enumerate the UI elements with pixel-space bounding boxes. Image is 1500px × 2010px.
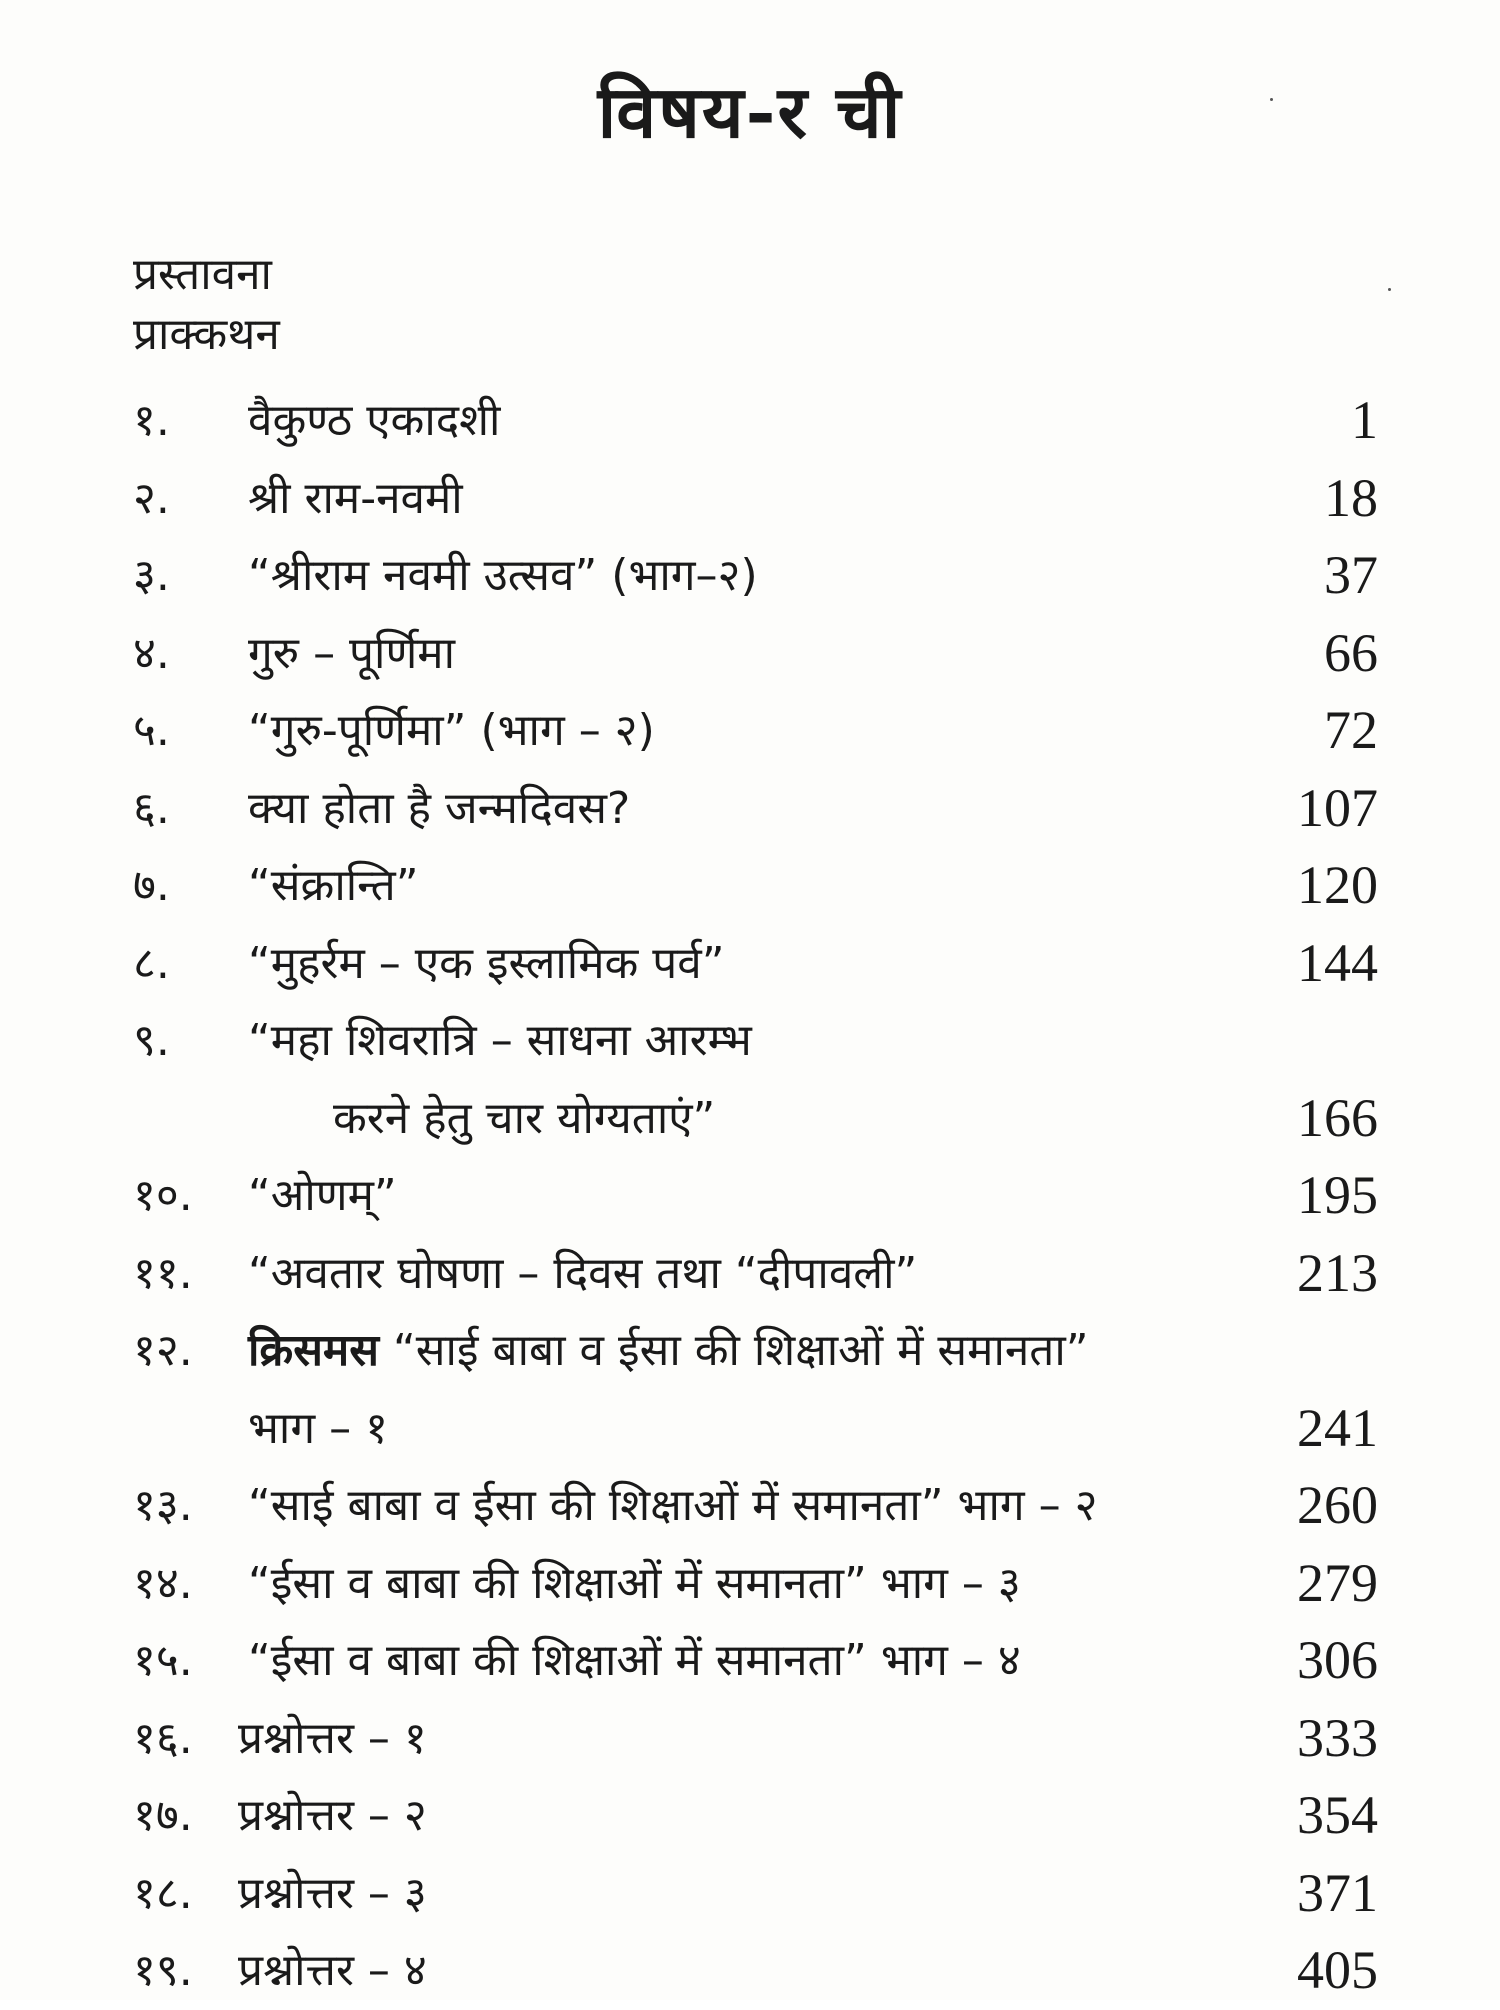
chapter-number: ११.: [133, 1247, 193, 1299]
scan-speck: [1270, 98, 1273, 101]
chapter-number: २.: [133, 472, 170, 524]
toc-row: [0, 1622, 1500, 1700]
chapter-title: प्रश्नोत्तर – १: [238, 1712, 427, 1764]
page-number: 260: [1297, 1475, 1378, 1535]
page-number: 18: [1324, 467, 1378, 528]
toc-row: [0, 460, 1500, 538]
chapter-title: “ईसा व बाबा की शिक्षाओं में समानता” भाग – ३: [248, 1557, 1021, 1609]
table-of-contents: [0, 382, 1500, 2010]
toc-row: [0, 770, 1500, 848]
toc-row: [0, 1002, 1500, 1080]
page-number: 333: [1297, 1707, 1378, 1768]
chapter-title: प्रश्नोत्तर – २: [238, 1790, 427, 1841]
chapter-number: ९.: [133, 1015, 170, 1066]
page-title: विषय-र ची: [597, 69, 903, 154]
chapter-number: ४.: [133, 627, 170, 679]
chapter-title: वैकुण्ठ एकादशी: [248, 395, 501, 446]
chapter-number: १४.: [133, 1557, 193, 1609]
page-number: 354: [1297, 1785, 1378, 1845]
chapter-title: भाग – १: [248, 1402, 388, 1454]
toc-row: [0, 1700, 1500, 1778]
chapter-title: गुरु – पूर्णिमा: [248, 627, 455, 679]
page-number: 195: [1297, 1165, 1378, 1225]
intro-item-foreword: प्राक्कथन: [133, 309, 280, 360]
toc-row: [0, 382, 1500, 460]
toc-row: [0, 925, 1500, 1003]
chapter-number: १९.: [133, 1945, 193, 1996]
page-number: 371: [1297, 1862, 1378, 1923]
chapter-title: “साई बाबा व ईसा की शिक्षाओं में समानता” भाग – २: [248, 1480, 1098, 1531]
chapter-number: १०.: [133, 1170, 193, 1221]
toc-row: [0, 1312, 1500, 1390]
toc-row-continuation: [0, 1390, 1500, 1468]
page-number: 66: [1324, 622, 1378, 683]
chapter-number: १.: [133, 395, 170, 446]
toc-row: [0, 1157, 1500, 1235]
page-number: 120: [1297, 855, 1378, 915]
chapter-title: “मुहर्रम – एक इस्लामिक पर्व”: [248, 937, 725, 989]
page-number: 107: [1297, 777, 1378, 838]
chapter-title: “श्रीराम नवमी उत्सव” (भाग–२): [248, 550, 758, 601]
page-number: 405: [1297, 1940, 1378, 2000]
toc-row: [0, 1932, 1500, 2010]
toc-row: [0, 847, 1500, 925]
chapter-number: १८.: [133, 1867, 193, 1919]
page-number: 241: [1297, 1397, 1378, 1458]
chapter-title: “गुरु-पूर्णिमा” (भाग – २): [248, 705, 655, 756]
page-number: 213: [1297, 1242, 1378, 1303]
chapter-title-bold: क्रिसमस: [248, 1325, 379, 1376]
toc-row: [0, 692, 1500, 770]
chapter-title: “महा शिवरात्रि – साधना आरम्भ: [248, 1015, 752, 1066]
toc-row: [0, 1777, 1500, 1855]
chapter-title: “अवतार घोषणा – दिवस तथा “दीपावली”: [248, 1247, 918, 1299]
chapter-title: क्या होता है जन्मदिवस?: [248, 782, 631, 834]
chapter-number: १३.: [133, 1480, 193, 1531]
page-number: 144: [1297, 932, 1378, 993]
toc-row-continuation: [0, 1080, 1500, 1158]
page-number: 37: [1324, 545, 1378, 605]
chapter-title: श्री राम-नवमी: [248, 472, 463, 524]
chapter-number: १५.: [133, 1635, 193, 1686]
chapter-title: “ओणम्”: [248, 1170, 397, 1221]
chapter-number: ५.: [133, 705, 170, 756]
chapter-number: ७.: [133, 860, 170, 911]
chapter-title: प्रश्नोत्तर – ३: [238, 1867, 427, 1919]
page-number: 166: [1297, 1087, 1378, 1148]
page-number: 306: [1297, 1630, 1378, 1690]
toc-row: [0, 1545, 1500, 1623]
chapter-number: ८.: [133, 937, 170, 989]
toc-row: [0, 1855, 1500, 1933]
chapter-title-rest: “साई बाबा व ईसा की शिक्षाओं में समानता”: [379, 1325, 1089, 1376]
toc-row: [0, 615, 1500, 693]
page-number: 1: [1351, 390, 1378, 450]
page-number: 72: [1324, 700, 1378, 760]
chapter-title: करने हेतु चार योग्यताएं”: [333, 1092, 716, 1144]
chapter-number: ६.: [133, 782, 170, 834]
toc-row: [0, 1235, 1500, 1313]
toc-row: [0, 537, 1500, 615]
chapter-title: प्रश्नोत्तर – ४: [238, 1945, 427, 1996]
chapter-number: ३.: [133, 550, 170, 601]
intro-item-preface: प्रस्तावना: [133, 249, 272, 300]
page-number: 279: [1297, 1552, 1378, 1613]
chapter-title: “ईसा व बाबा की शिक्षाओं में समानता” भाग – ४: [248, 1635, 1021, 1686]
toc-row: [0, 1467, 1500, 1545]
scan-speck: [1388, 288, 1391, 291]
chapter-number: १२.: [133, 1325, 193, 1376]
chapter-number: १६.: [133, 1712, 193, 1764]
chapter-title: “संक्रान्ति”: [248, 860, 419, 911]
chapter-title: [248, 1312, 1089, 1390]
chapter-number: १७.: [133, 1790, 193, 1841]
